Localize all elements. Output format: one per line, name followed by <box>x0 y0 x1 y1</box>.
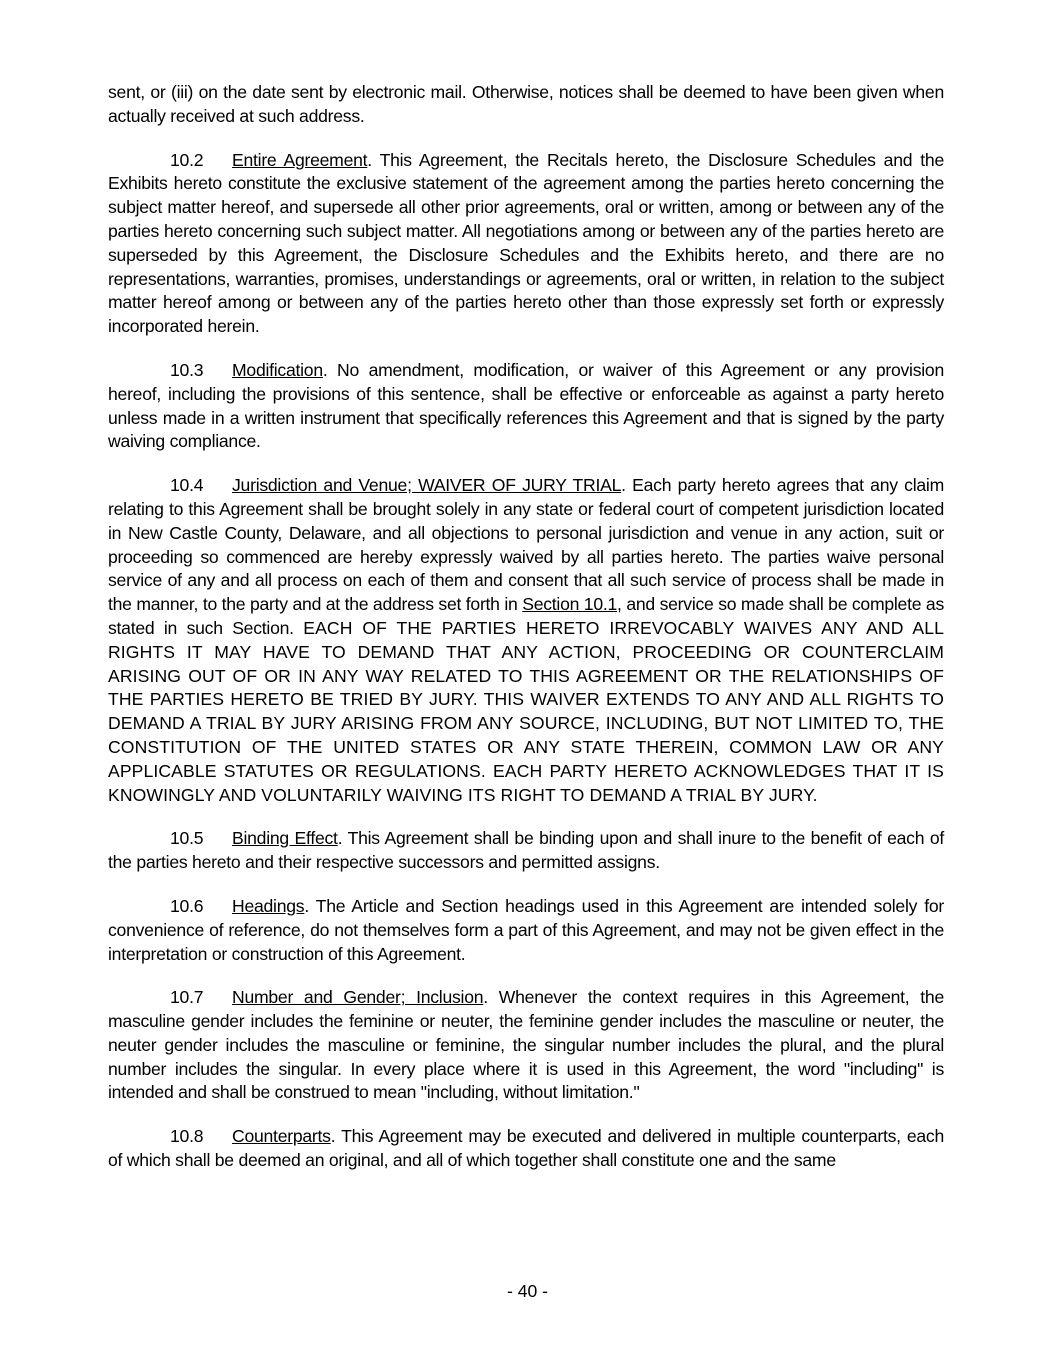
section-heading: Entire Agreement <box>232 149 368 170</box>
document-page <box>108 81 944 1193</box>
section-body-continued: , and service so made shall be complete as stated in such Section. <box>108 594 944 638</box>
section-10-4 <box>108 474 944 807</box>
section-number: 10.6 <box>170 895 204 916</box>
section-body: . Each party hereto agrees that any claim relating to this Agreement shall be brought solely in any state or federal court of competent jurisdiction located in New Castle County, Delaware, and all objections to personal jurisdiction and venue in any action, suit or proceeding so commenced are hereby expressly waived by all parties hereto. The parties waive personal service of any and all process on each of them and consent that all such service of process shall be made in the manner, to the party and at the address set forth in <box>108 475 944 615</box>
section-10-3 <box>108 359 944 454</box>
section-body: . This Agreement shall be binding upon and shall inure to the benefit of each of the parties hereto and their respective successors and permitted assigns. <box>108 828 944 873</box>
section-10-8 <box>108 1125 944 1173</box>
section-10-5 <box>108 827 944 875</box>
jury-waiver-caps-text: EACH OF THE PARTIES HERETO IRREVOCABLY WAIVES ANY AND ALL RIGHTS IT MAY HAVE TO DEMAND THAT ANY ACTION, PROCEEDING OR COUNTERCLAIM ARISING OUT OF OR IN ANY WAY RELATED TO THIS AGREEMENT OR THE RELATIONSHIPS OF THE PARTIES HERETO BE TRIED BY JURY. THIS WAIVER EXTENDS TO ANY AND ALL RIGHTS TO DEMAND A TRIAL BY JURY ARISING FROM ANY SOURCE, INCLUDING, BUT NOT LIMITED TO, THE CONSTITUTION OF THE UNITED STATES OR ANY STATE THEREIN, COMMON LAW OR ANY APPLICABLE STATUTES OR REGULATIONS. EACH PARTY HERETO ACKNOWLEDGES THAT IT IS KNOWINGLY AND VOLUNTARILY WAIVING ITS RIGHT TO DEMAND A TRIAL BY JURY. <box>108 617 944 805</box>
section-body: . Whenever the context requires in this Agreement, the masculine gender includes the feminine or neuter, the feminine gender includes the masculine or neuter, the neuter gender includes the masculine or feminine, the singular number includes the plural, and the plural number includes the singular. In every place where it is used in this Agreement, the word "including" is intended and shall be construed to mean "including, without limitation." <box>108 987 944 1103</box>
section-number: 10.2 <box>170 149 204 170</box>
section-cross-reference-link[interactable]: Section 10.1 <box>522 594 618 615</box>
continuation-paragraph: sent, or (iii) on the date sent by electronic mail. Otherwise, notices shall be deemed to have been given when actually received at such address. <box>108 82 944 126</box>
section-heading: Counterparts <box>232 1126 331 1147</box>
section-number: 10.8 <box>170 1126 204 1147</box>
section-10-7 <box>108 986 944 1105</box>
section-heading: Modification <box>232 359 323 380</box>
section-heading: Number and Gender; Inclusion <box>232 987 484 1008</box>
section-body: . This Agreement may be executed and delivered in multiple counterparts, each of which shall be deemed an original, and all of which together shall constitute one and the same <box>108 1126 944 1171</box>
section-body: . This Agreement, the Recitals hereto, the Disclosure Schedules and the Exhibits hereto constitute the exclusive statement of the agreement among the parties hereto concerning the subject matter hereof, and supersede all other prior agreements, oral or written, among or between any of the parties hereto concerning such subject matter. All negotiations among or between any of the parties hereto are superseded by this Agreement, the Disclosure Schedules and the Exhibits hereto, and there are no representations, warranties, promises, understandings or agreements, oral or written, in relation to the subject matter hereof among or between any of the parties hereto other than those expressly set forth or expressly incorporated herein. <box>108 149 944 337</box>
section-number: 10.7 <box>170 987 204 1008</box>
section-heading: Binding Effect <box>232 828 338 849</box>
section-number: 10.4 <box>170 475 204 496</box>
section-number: 10.5 <box>170 828 204 849</box>
section-10-2 <box>108 149 944 339</box>
section-body: . The Article and Section headings used in this Agreement are intended solely for convenience of reference, do not themselves form a part of this Agreement, and may not be given effect in the interpretation or construction of this Agreement. <box>108 895 944 964</box>
section-heading: Jurisdiction and Venue; WAIVER OF JURY TRIAL <box>232 475 622 496</box>
page-number: - 40 - <box>506 1281 549 1301</box>
section-10-6 <box>108 895 944 966</box>
section-body: . No amendment, modification, or waiver of this Agreement or any provision hereof, including the provisions of this sentence, shall be effective or enforceable as against a party hereto unless made in a written instrument that specifically references this Agreement and that is signed by the party waiving compliance. <box>108 359 944 452</box>
section-heading: Headings <box>232 895 305 916</box>
section-number: 10.3 <box>170 359 204 380</box>
